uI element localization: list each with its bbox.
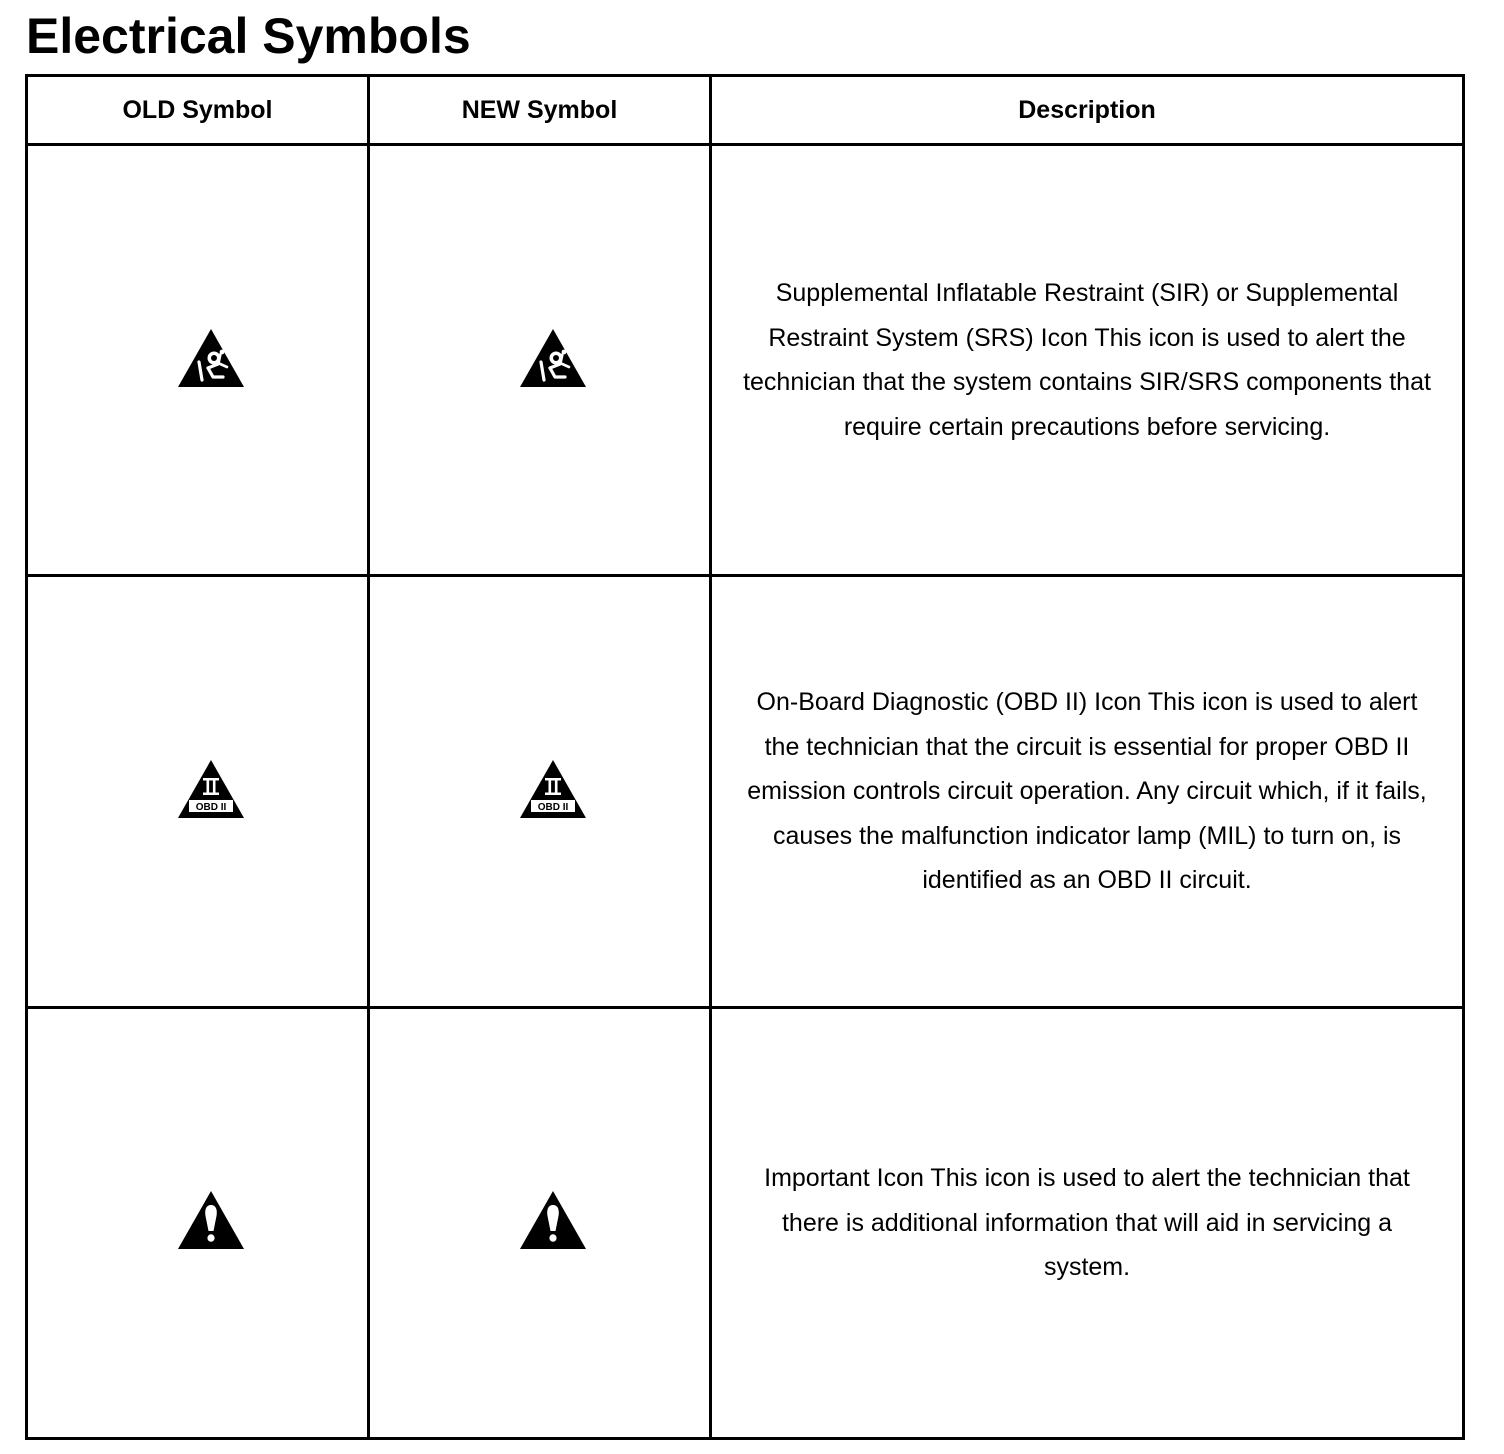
new-symbol-cell [369,145,711,576]
description-text: On-Board Diagnostic (OBD II) Icon This icon is used to alert the technician that the circuit is essential for proper OBD II emission controls circuit operation. Any circuit which, if it fails, causes the malfunction indicator lamp (MIL) to turn on, is identified as an OBD II circuit. [747,688,1427,895]
page-title: Electrical Symbols [26,8,471,64]
obd-ii-icon [519,759,587,819]
header-old-symbol: OLD Symbol [27,76,369,145]
old-symbol-cell [27,1007,369,1438]
description-cell [711,145,1464,576]
description-text: Important Icon This icon is used to alert the technician that there is additional information that will aid in servicing a system. [764,1164,1410,1282]
sir-srs-airbag-icon [177,328,245,388]
description-cell [711,1007,1464,1438]
new-symbol-cell [369,576,711,1007]
description-cell [711,576,1464,1007]
table-row [27,145,1464,576]
old-symbol-cell [27,576,369,1007]
table-header-row [27,76,1464,145]
new-symbol-cell [369,1007,711,1438]
header-new-symbol: NEW Symbol [369,76,711,145]
header-description: Description [711,76,1464,145]
important-icon [519,1190,587,1250]
electrical-symbols-table [25,74,1465,1440]
old-symbol-cell [27,145,369,576]
obd-ii-icon [177,759,245,819]
sir-srs-airbag-icon [519,328,587,388]
important-icon [177,1190,245,1250]
description-text: Supplemental Inflatable Restraint (SIR) or Supplemental Restraint System (SRS) Icon This icon is used to alert the technician that the system contains SIR/SRS components that require certain precautions before servicing. [743,279,1431,441]
table-row [27,1007,1464,1438]
svg-text:OBD II: OBD II [537,801,569,813]
svg-text:OBD II: OBD II [195,801,227,813]
table-row [27,576,1464,1007]
